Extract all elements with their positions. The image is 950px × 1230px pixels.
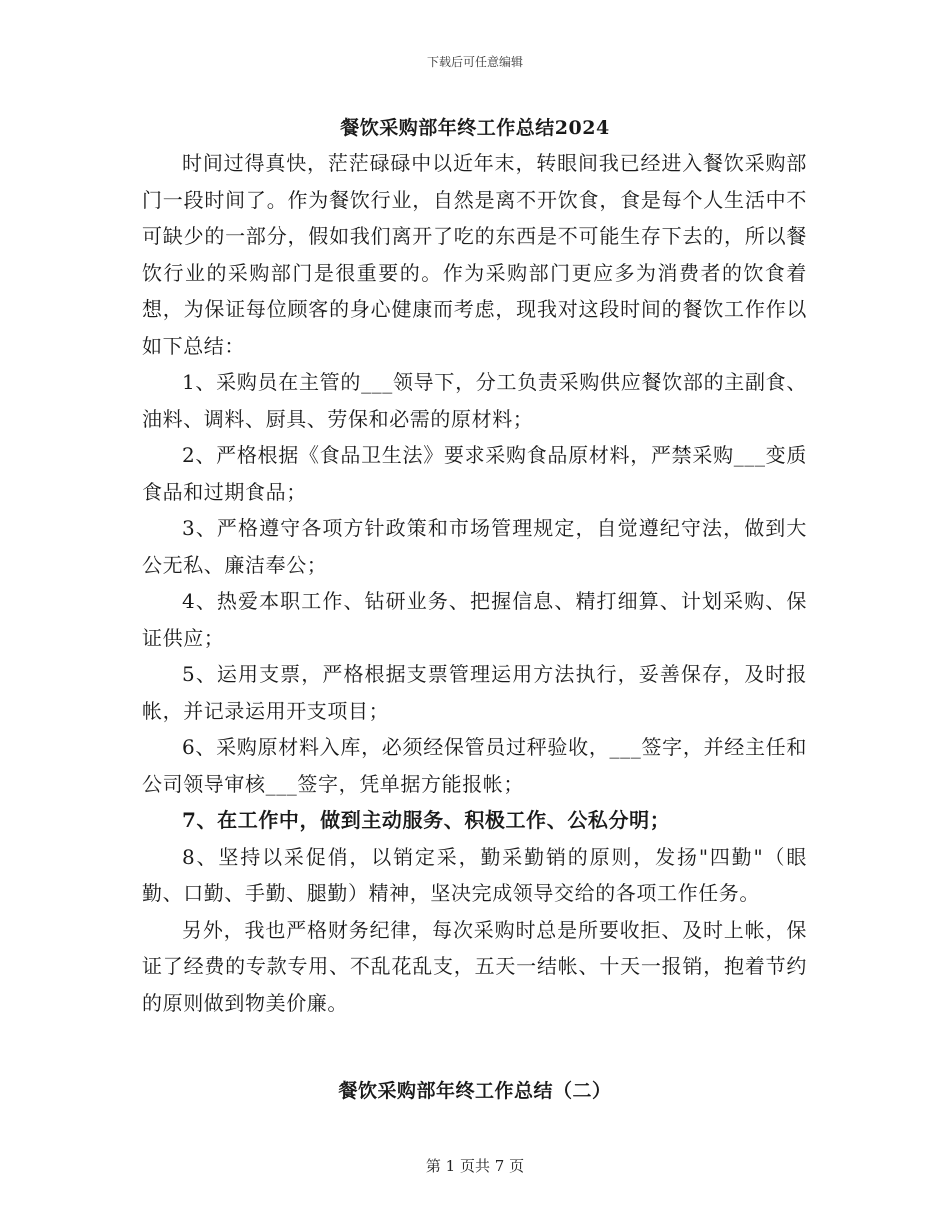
document-title: 餐饮采购部年终工作总结2024: [340, 117, 610, 139]
paragraph-item-4: 4、热爱本职工作、钻研业务、把握信息、精打细算、计划采购、保证供应；: [142, 589, 807, 650]
document-body: [142, 145, 807, 1021]
paragraph-closing: 另外，我也严格财务纪律，每次采购时总是所要收拒、及时上帐，保证了经费的专款专用、不乱花乱支，五天一结帐、十天一报销，抱着节约的原则做到物美价廉。: [142, 917, 807, 1015]
paragraph-item-3: 3、严格遵守各项方针政策和市场管理规定，自觉遵纪守法，做到大公无私、廉洁奉公；: [142, 516, 807, 577]
paragraph-item-8: 8、坚持以采促俏，以销定采，勤采勤销的原则，发扬"四勤"（眼勤、口勤、手勤、腿勤）精神，坚决完成领导交给的各项工作任务。: [142, 844, 807, 905]
section-subtitle: 餐饮采购部年终工作总结（二）: [338, 1080, 612, 1102]
page-footer: 第 1 页共 7 页: [425, 1157, 525, 1175]
paragraph-item-2: 2、严格根据《食品卫生法》要求采购食品原材料，严禁采购___变质食品和过期食品；: [142, 443, 807, 504]
paragraph-item-6: 6、采购原材料入库，必须经保管员过秤验收，___签字，并经主任和公司领导审核___签字，凭单据方能报帐；: [142, 735, 807, 796]
paragraph-item-5: 5、运用支票，严格根据支票管理运用方法执行，妥善保存，及时报帐，并记录运用开支项目；: [142, 662, 807, 723]
paragraph-intro: 时间过得真快，茫茫碌碌中以近年末，转眼间我已经进入餐饮采购部门一段时间了。作为餐饮行业，自然是离不开饮食，食是每个人生活中不可缺少的一部分，假如我们离开了吃的东西是不可能生存下去的，所以餐饮行业的采购部门是很重要的。作为采购部门更应多为消费者的饮食着想，为保证每位顾客的身心健康而考虑，现我对这段时间的餐饮工作作以如下总结：: [142, 151, 807, 358]
header-note: 下载后可任意编辑: [426, 55, 523, 69]
paragraph-item-1: 1、采购员在主管的___领导下，分工负责采购供应餐饮部的主副食、油料、调料、厨具、劳保和必需的原材料；: [142, 370, 807, 431]
paragraph-item-7: 7、在工作中，做到主动服务、积极工作、公私分明；: [182, 808, 671, 832]
